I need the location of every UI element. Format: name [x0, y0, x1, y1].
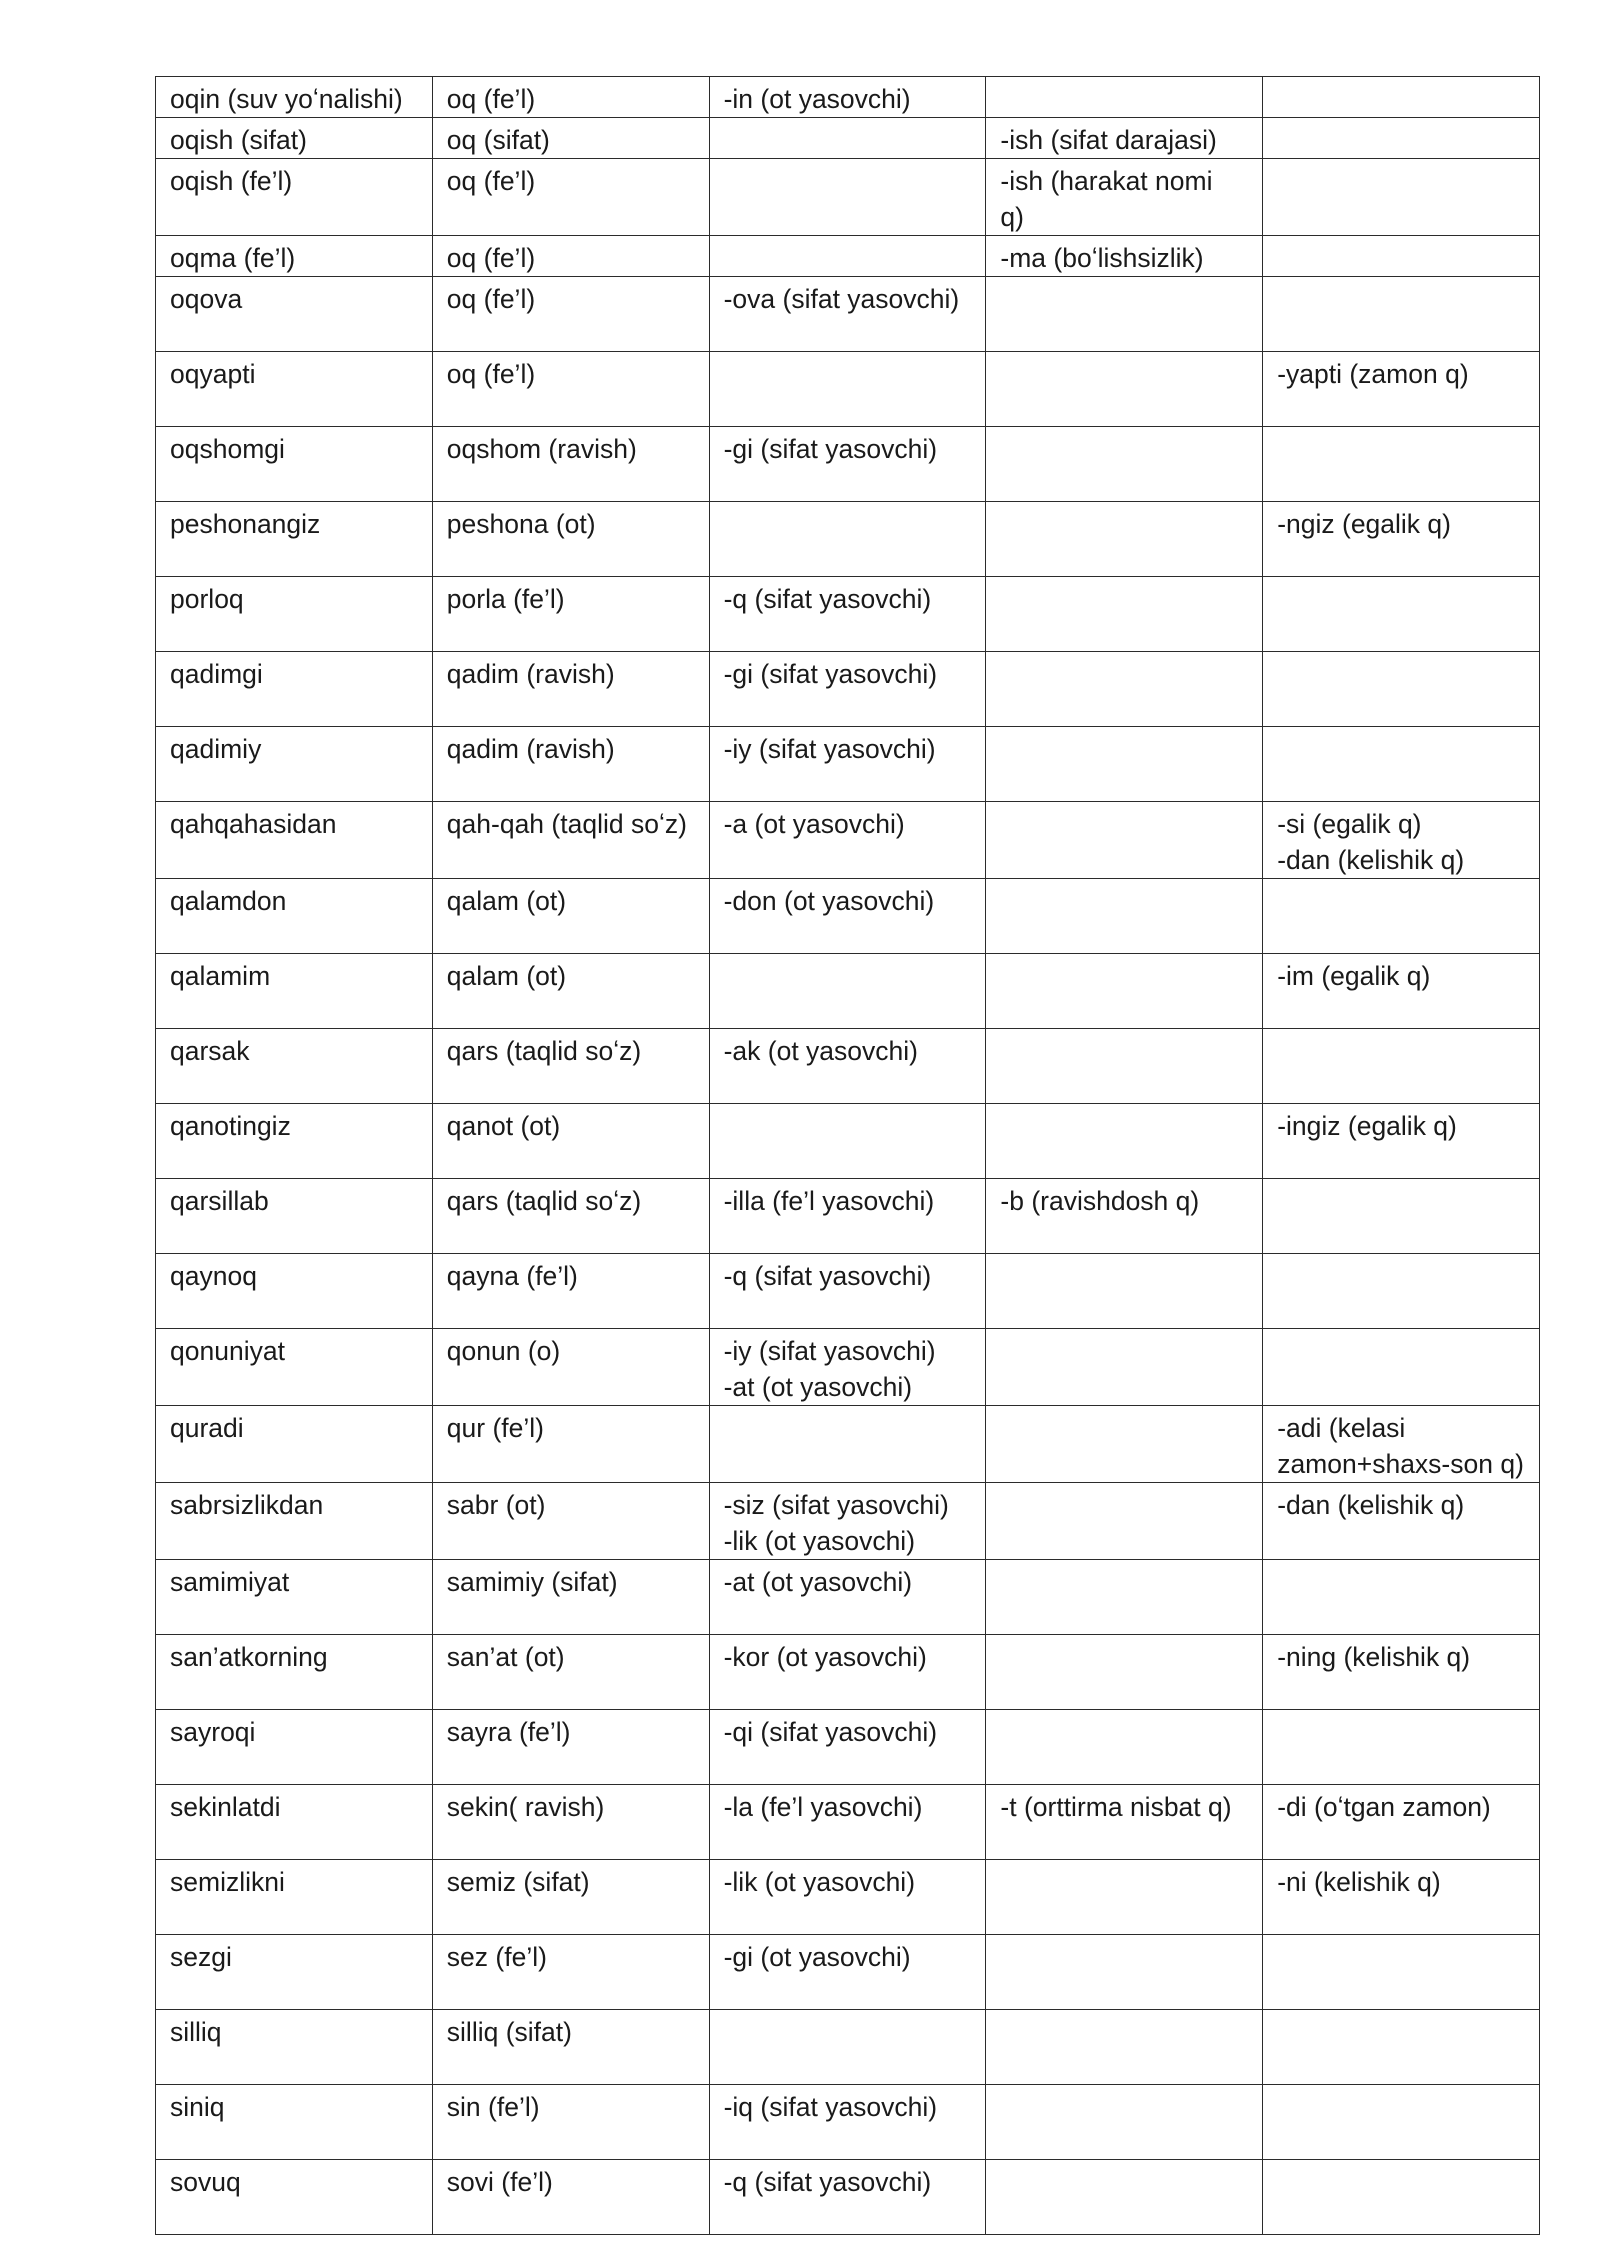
table-row — [156, 1710, 1540, 1785]
inflectional-suffix-cell: -di (oʻtgan zamon) — [1263, 1785, 1540, 1860]
derivational-suffix-cell: -kor (ot yasovchi) — [709, 1635, 986, 1710]
inflectional-suffix-cell: -dan (kelishik q) — [1263, 1483, 1540, 1560]
word-cell: qalamim — [156, 954, 433, 1029]
derivational-suffix-cell: -q (sifat yasovchi) — [709, 1254, 986, 1329]
root-cell: oq (fe’l) — [432, 159, 709, 236]
table-row — [156, 2085, 1540, 2160]
root-cell: qars (taqlid soʻz) — [432, 1029, 709, 1104]
form-suffix-cell — [986, 2085, 1263, 2160]
root-cell: qalam (ot) — [432, 879, 709, 954]
root-cell: oq (fe’l) — [432, 77, 709, 118]
root-cell: sez (fe’l) — [432, 1935, 709, 2010]
form-suffix-cell — [986, 879, 1263, 954]
derivational-suffix-cell: -qi (sifat yasovchi) — [709, 1710, 986, 1785]
form-suffix-cell — [986, 1483, 1263, 1560]
inflectional-suffix-cell: -si (egalik q) -dan (kelishik q) — [1263, 802, 1540, 879]
derivational-suffix-cell: -at (ot yasovchi) — [709, 1560, 986, 1635]
form-suffix-cell — [986, 427, 1263, 502]
form-suffix-cell — [986, 277, 1263, 352]
word-cell: sezgi — [156, 1935, 433, 2010]
form-suffix-cell — [986, 1254, 1263, 1329]
root-cell: semiz (sifat) — [432, 1860, 709, 1935]
form-suffix-cell — [986, 1104, 1263, 1179]
word-cell: oqyapti — [156, 352, 433, 427]
derivational-suffix-cell: -in (ot yasovchi) — [709, 77, 986, 118]
form-suffix-cell — [986, 1029, 1263, 1104]
word-cell: porloq — [156, 577, 433, 652]
form-suffix-cell: -t (orttirma nisbat q) — [986, 1785, 1263, 1860]
derivational-suffix-cell: -iq (sifat yasovchi) — [709, 2085, 986, 2160]
inflectional-suffix-cell: -yapti (zamon q) — [1263, 352, 1540, 427]
table-row — [156, 1935, 1540, 2010]
form-suffix-cell — [986, 802, 1263, 879]
word-cell: oqish (fe’l) — [156, 159, 433, 236]
derivational-suffix-cell: -iy (sifat yasovchi) -at (ot yasovchi) — [709, 1329, 986, 1406]
derivational-suffix-cell — [709, 2010, 986, 2085]
derivational-suffix-cell: -ak (ot yasovchi) — [709, 1029, 986, 1104]
derivational-suffix-cell — [709, 1104, 986, 1179]
table-row — [156, 159, 1540, 236]
inflectional-suffix-cell — [1263, 2160, 1540, 2235]
root-cell: porla (fe’l) — [432, 577, 709, 652]
derivational-suffix-cell: -gi (ot yasovchi) — [709, 1935, 986, 2010]
derivational-suffix-cell: -don (ot yasovchi) — [709, 879, 986, 954]
root-cell: samimiy (sifat) — [432, 1560, 709, 1635]
root-cell: sovi (fe’l) — [432, 2160, 709, 2235]
root-cell: sabr (ot) — [432, 1483, 709, 1560]
word-cell: oqin (suv yoʻnalishi) — [156, 77, 433, 118]
form-suffix-cell — [986, 1635, 1263, 1710]
root-cell: qanot (ot) — [432, 1104, 709, 1179]
root-cell: qah-qah (taqlid soʻz) — [432, 802, 709, 879]
form-suffix-cell — [986, 1406, 1263, 1483]
table-row — [156, 879, 1540, 954]
root-cell: qadim (ravish) — [432, 652, 709, 727]
word-cell: qanotingiz — [156, 1104, 433, 1179]
word-cell: siniq — [156, 2085, 433, 2160]
inflectional-suffix-cell: -ingiz (egalik q) — [1263, 1104, 1540, 1179]
word-cell: sovuq — [156, 2160, 433, 2235]
table-row — [156, 1635, 1540, 1710]
derivational-suffix-cell: -illa (fe’l yasovchi) — [709, 1179, 986, 1254]
word-cell: semizlikni — [156, 1860, 433, 1935]
table-row — [156, 577, 1540, 652]
inflectional-suffix-cell: -im (egalik q) — [1263, 954, 1540, 1029]
root-cell: sayra (fe’l) — [432, 1710, 709, 1785]
inflectional-suffix-cell — [1263, 159, 1540, 236]
inflectional-suffix-cell — [1263, 879, 1540, 954]
inflectional-suffix-cell: -ni (kelishik q) — [1263, 1860, 1540, 1935]
root-cell: qars (taqlid soʻz) — [432, 1179, 709, 1254]
table-row — [156, 954, 1540, 1029]
inflectional-suffix-cell — [1263, 236, 1540, 277]
word-cell: qadimgi — [156, 652, 433, 727]
root-cell: oq (fe’l) — [432, 236, 709, 277]
table-row — [156, 1483, 1540, 1560]
inflectional-suffix-cell: -ngiz (egalik q) — [1263, 502, 1540, 577]
table-row — [156, 1560, 1540, 1635]
inflectional-suffix-cell — [1263, 577, 1540, 652]
table-row — [156, 1785, 1540, 1860]
root-cell: oq (fe’l) — [432, 352, 709, 427]
inflectional-suffix-cell — [1263, 1029, 1540, 1104]
form-suffix-cell — [986, 77, 1263, 118]
word-cell: qarsillab — [156, 1179, 433, 1254]
inflectional-suffix-cell — [1263, 1179, 1540, 1254]
derivational-suffix-cell: -gi (sifat yasovchi) — [709, 652, 986, 727]
word-cell: quradi — [156, 1406, 433, 1483]
derivational-suffix-cell: -iy (sifat yasovchi) — [709, 727, 986, 802]
inflectional-suffix-cell — [1263, 1329, 1540, 1406]
table-row — [156, 118, 1540, 159]
inflectional-suffix-cell — [1263, 2010, 1540, 2085]
inflectional-suffix-cell: -ning (kelishik q) — [1263, 1635, 1540, 1710]
derivational-suffix-cell: -ova (sifat yasovchi) — [709, 277, 986, 352]
root-cell: sekin( ravish) — [432, 1785, 709, 1860]
word-cell: oqshomgi — [156, 427, 433, 502]
word-cell: oqish (sifat) — [156, 118, 433, 159]
word-cell: oqma (fe’l) — [156, 236, 433, 277]
table-row — [156, 652, 1540, 727]
table-row — [156, 277, 1540, 352]
inflectional-suffix-cell — [1263, 1710, 1540, 1785]
table-body — [156, 77, 1540, 2235]
form-suffix-cell — [986, 1710, 1263, 1785]
root-cell: sin (fe’l) — [432, 2085, 709, 2160]
root-cell: oqshom (ravish) — [432, 427, 709, 502]
word-cell: sekinlatdi — [156, 1785, 433, 1860]
root-cell: qur (fe’l) — [432, 1406, 709, 1483]
root-cell: qonun (o) — [432, 1329, 709, 1406]
derivational-suffix-cell — [709, 352, 986, 427]
table-row — [156, 802, 1540, 879]
word-cell: samimiyat — [156, 1560, 433, 1635]
form-suffix-cell — [986, 1935, 1263, 2010]
derivational-suffix-cell — [709, 502, 986, 577]
word-cell: qaynoq — [156, 1254, 433, 1329]
derivational-suffix-cell: -lik (ot yasovchi) — [709, 1860, 986, 1935]
table-row — [156, 427, 1540, 502]
table-row — [156, 1329, 1540, 1406]
root-cell: oq (fe’l) — [432, 277, 709, 352]
inflectional-suffix-cell — [1263, 652, 1540, 727]
table-row — [156, 502, 1540, 577]
form-suffix-cell — [986, 2160, 1263, 2235]
root-cell: qalam (ot) — [432, 954, 709, 1029]
table-row — [156, 77, 1540, 118]
form-suffix-cell — [986, 1860, 1263, 1935]
word-cell: qalamdon — [156, 879, 433, 954]
word-cell: qonuniyat — [156, 1329, 433, 1406]
word-cell: san’atkorning — [156, 1635, 433, 1710]
inflectional-suffix-cell — [1263, 1254, 1540, 1329]
form-suffix-cell — [986, 1560, 1263, 1635]
root-cell: silliq (sifat) — [432, 2010, 709, 2085]
form-suffix-cell — [986, 727, 1263, 802]
derivational-suffix-cell: -q (sifat yasovchi) — [709, 577, 986, 652]
word-cell: qadimiy — [156, 727, 433, 802]
table-row — [156, 1406, 1540, 1483]
inflectional-suffix-cell — [1263, 2085, 1540, 2160]
form-suffix-cell — [986, 352, 1263, 427]
form-suffix-cell — [986, 577, 1263, 652]
word-cell: sabrsizlikdan — [156, 1483, 433, 1560]
derivational-suffix-cell — [709, 1406, 986, 1483]
morpheme-table — [155, 76, 1540, 2235]
inflectional-suffix-cell — [1263, 1560, 1540, 1635]
derivational-suffix-cell — [709, 118, 986, 159]
form-suffix-cell: -ish (harakat nomi q) — [986, 159, 1263, 236]
inflectional-suffix-cell — [1263, 427, 1540, 502]
derivational-suffix-cell — [709, 236, 986, 277]
derivational-suffix-cell: -q (sifat yasovchi) — [709, 2160, 986, 2235]
root-cell: oq (sifat) — [432, 118, 709, 159]
table-row — [156, 1179, 1540, 1254]
form-suffix-cell: -ma (boʻlishsizlik) — [986, 236, 1263, 277]
inflectional-suffix-cell — [1263, 727, 1540, 802]
form-suffix-cell: -ish (sifat darajasi) — [986, 118, 1263, 159]
form-suffix-cell: -b (ravishdosh q) — [986, 1179, 1263, 1254]
table-row — [156, 2160, 1540, 2235]
form-suffix-cell — [986, 502, 1263, 577]
root-cell: san’at (ot) — [432, 1635, 709, 1710]
form-suffix-cell — [986, 1329, 1263, 1406]
form-suffix-cell — [986, 954, 1263, 1029]
word-cell: peshonangiz — [156, 502, 433, 577]
word-cell: sayroqi — [156, 1710, 433, 1785]
derivational-suffix-cell: -a (ot yasovchi) — [709, 802, 986, 879]
form-suffix-cell — [986, 2010, 1263, 2085]
inflectional-suffix-cell — [1263, 277, 1540, 352]
table-row — [156, 1254, 1540, 1329]
root-cell: peshona (ot) — [432, 502, 709, 577]
word-cell: oqova — [156, 277, 433, 352]
table-row — [156, 236, 1540, 277]
table-row — [156, 352, 1540, 427]
root-cell: qayna (fe’l) — [432, 1254, 709, 1329]
derivational-suffix-cell: -la (fe’l yasovchi) — [709, 1785, 986, 1860]
table-row — [156, 1029, 1540, 1104]
word-cell: qarsak — [156, 1029, 433, 1104]
derivational-suffix-cell — [709, 954, 986, 1029]
inflectional-suffix-cell — [1263, 1935, 1540, 2010]
inflectional-suffix-cell — [1263, 118, 1540, 159]
derivational-suffix-cell: -siz (sifat yasovchi) -lik (ot yasovchi) — [709, 1483, 986, 1560]
table-row — [156, 1104, 1540, 1179]
word-cell: silliq — [156, 2010, 433, 2085]
table-row — [156, 2010, 1540, 2085]
table-row — [156, 727, 1540, 802]
word-cell: qahqahasidan — [156, 802, 433, 879]
inflectional-suffix-cell: -adi (kelasi zamon+shaxs-son q) — [1263, 1406, 1540, 1483]
derivational-suffix-cell — [709, 159, 986, 236]
root-cell: qadim (ravish) — [432, 727, 709, 802]
derivational-suffix-cell: -gi (sifat yasovchi) — [709, 427, 986, 502]
form-suffix-cell — [986, 652, 1263, 727]
table-row — [156, 1860, 1540, 1935]
inflectional-suffix-cell — [1263, 77, 1540, 118]
